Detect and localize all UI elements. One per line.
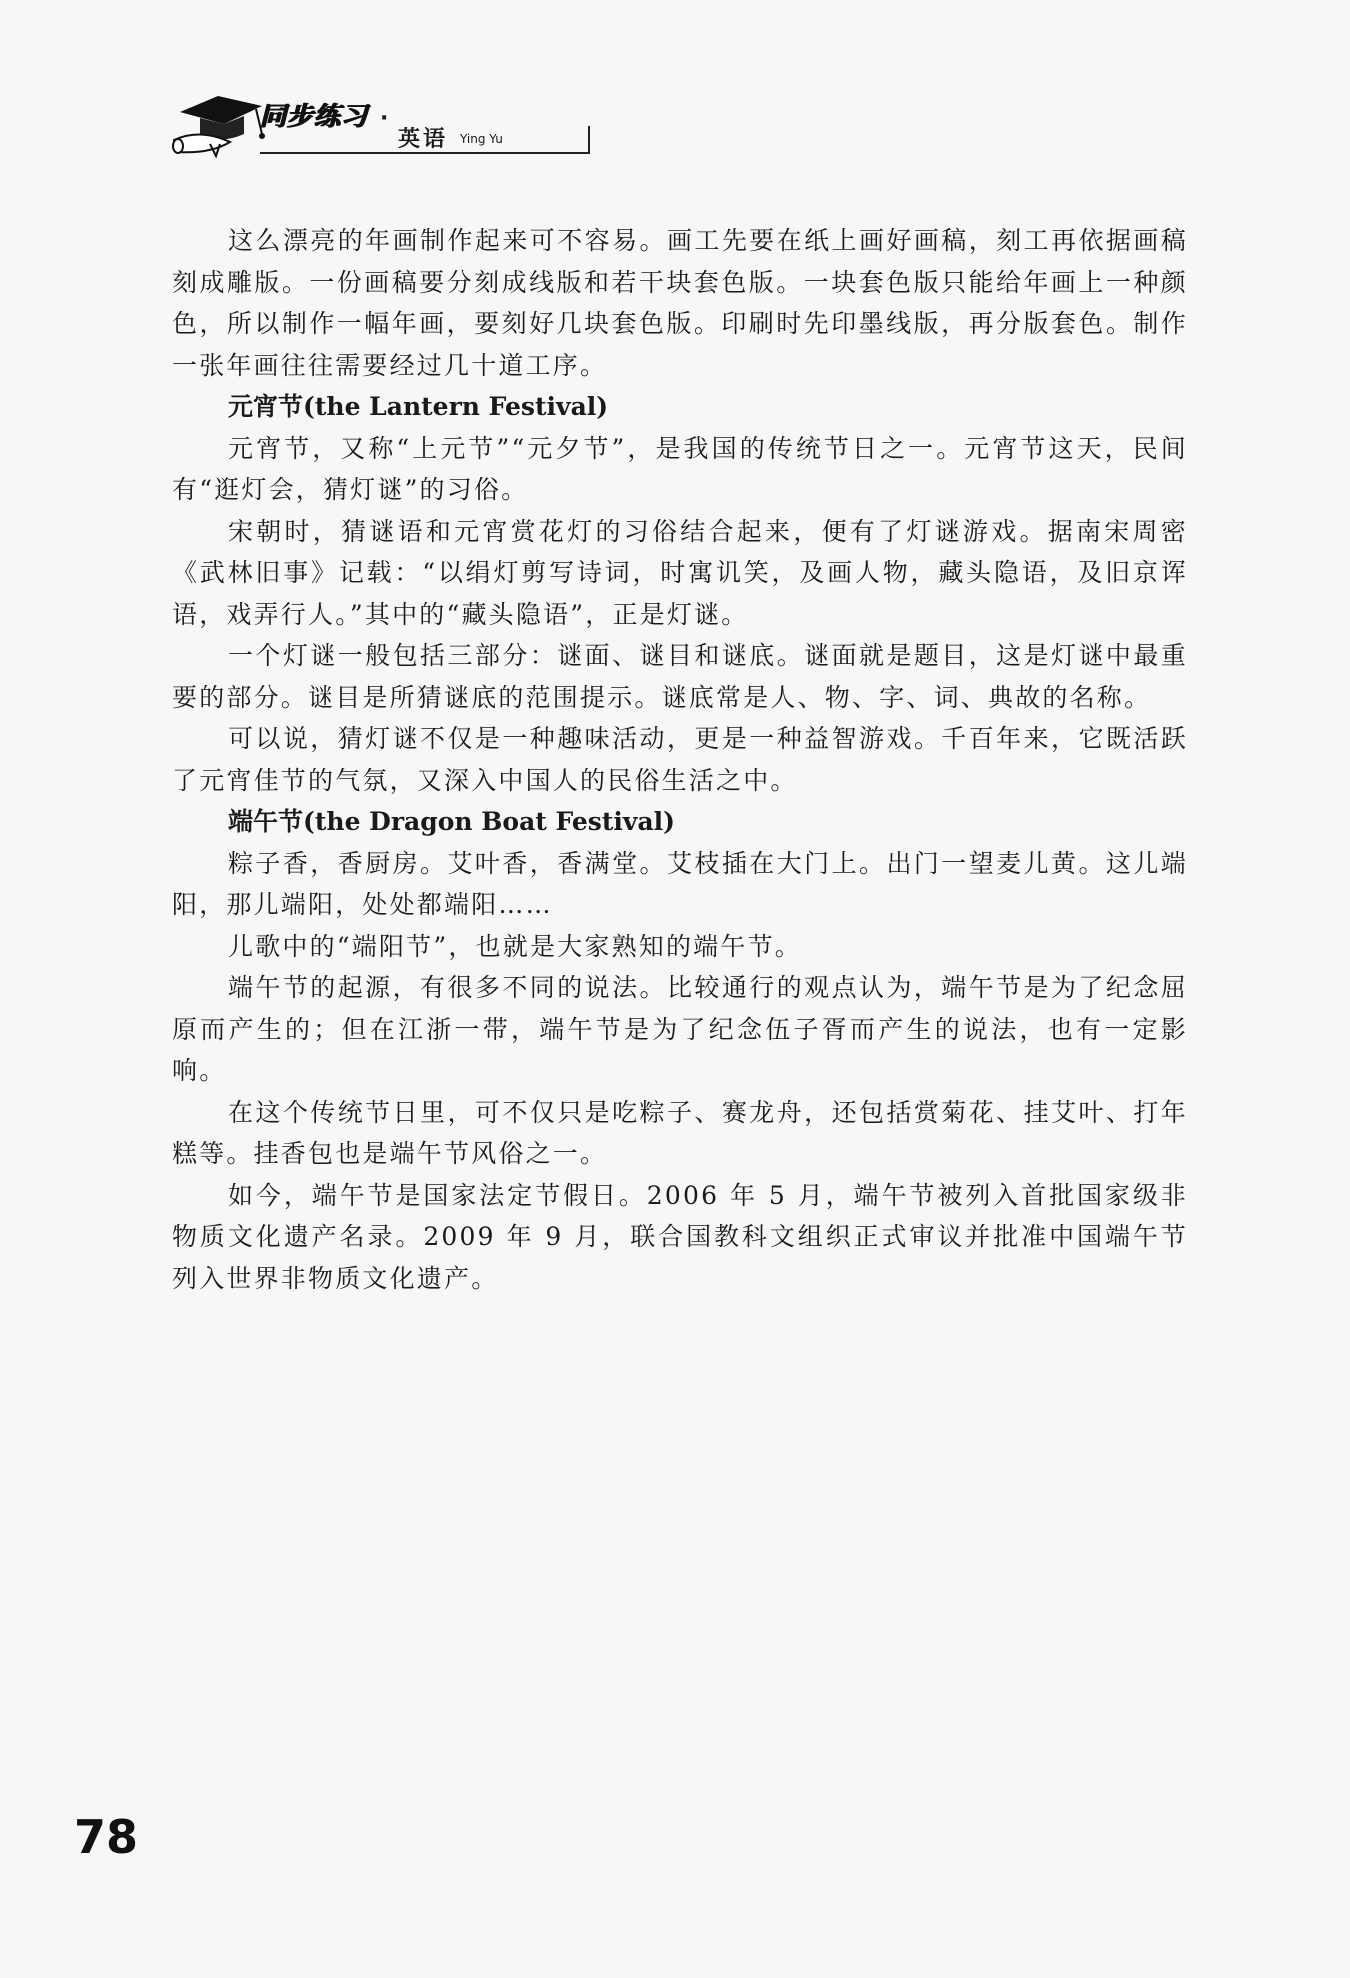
paragraph: 元宵节，又称“上元节”“元夕节”，是我国的传统节日之一。元宵节这天，民间有“逛灯会，猜灯谜”的习俗。 xyxy=(172,433,1188,504)
section-heading-en: (the Lantern Festival) xyxy=(303,392,609,421)
paragraph: 儿歌中的“端阳节”，也就是大家熟知的端午节。 xyxy=(228,931,802,961)
section-heading-en: (the Dragon Boat Festival) xyxy=(303,807,675,836)
header-rule-end xyxy=(588,126,590,154)
paragraph: 在这个传统节日里，可不仅只是吃粽子、赛龙舟，还包括赏菊花、挂艾叶、打年糕等。挂香包也是端午节风俗之一。 xyxy=(172,1097,1188,1168)
paragraph: 端午节的起源，有很多不同的说法。比较通行的观点认为，端午节是为了纪念屈原而产生的；但在江浙一带，端午节是为了纪念伍子胥而产生的说法，也有一定影响。 xyxy=(172,973,1188,1085)
section-heading-lantern xyxy=(172,386,1188,428)
page-number: 78 xyxy=(74,1810,139,1864)
paragraph: 粽子香，香厨房。艾叶香，香满堂。艾枝插在大门上。出门一望麦儿黄。这儿端阳，那儿端阳，处处都端阳…… xyxy=(172,848,1188,919)
paragraph: 宋朝时，猜谜语和元宵赏花灯的习俗结合起来，便有了灯谜游戏。据南宋周密《武林旧事》记载：“以绢灯剪写诗词，时寓讥笑，及画人物，藏头隐语，及旧京诨语，戏弄行人。”其中的“藏头隐语”，正是灯谜。 xyxy=(172,516,1188,629)
page-content xyxy=(172,220,1188,1299)
section-heading-zh: 端午节 xyxy=(228,807,304,836)
paragraph: 如今，端午节是国家法定节假日。2006 年 5 月，端午节被列入首批国家级非物质文化遗产名录。2009 年 9 月，联合国教科文组织正式审议并批准中国端午节列入世界非物质文化遗产。 xyxy=(172,1180,1188,1293)
paragraph: 这么漂亮的年画制作起来可不容易。画工先要在纸上画好画稿，刻工再依据画稿刻成雕版。一份画稿要分刻成线版和若干块套色版。一块套色版只能给年画上一种颜色，所以制作一幅年画，要刻好几块套色版。印刷时先印墨线版，再分版套色。制作一张年画往往需要经过几十道工序。 xyxy=(172,226,1188,380)
header-rule xyxy=(260,152,590,154)
header-dot: · xyxy=(380,106,389,131)
section-heading-zh: 元宵节 xyxy=(228,392,304,421)
subject-pinyin: Ying Yu xyxy=(460,132,503,146)
paragraph: 一个灯谜一般包括三部分：谜面、谜目和谜底。谜面就是题目，这是灯谜中最重要的部分。谜目是所猜谜底的范围提示。谜底常是人、物、字、词、典故的名称。 xyxy=(172,641,1188,712)
paragraph: 可以说，猜灯谜不仅是一种趣味活动，更是一种益智游戏。千百年来，它既活跃了元宵佳节的气氛，又深入中国人的民俗生活之中。 xyxy=(172,724,1188,795)
series-title: 同步练习 xyxy=(260,102,369,132)
page-header xyxy=(170,82,530,162)
subject-title: 英语 xyxy=(398,127,449,152)
section-heading-dragon xyxy=(172,801,1188,843)
